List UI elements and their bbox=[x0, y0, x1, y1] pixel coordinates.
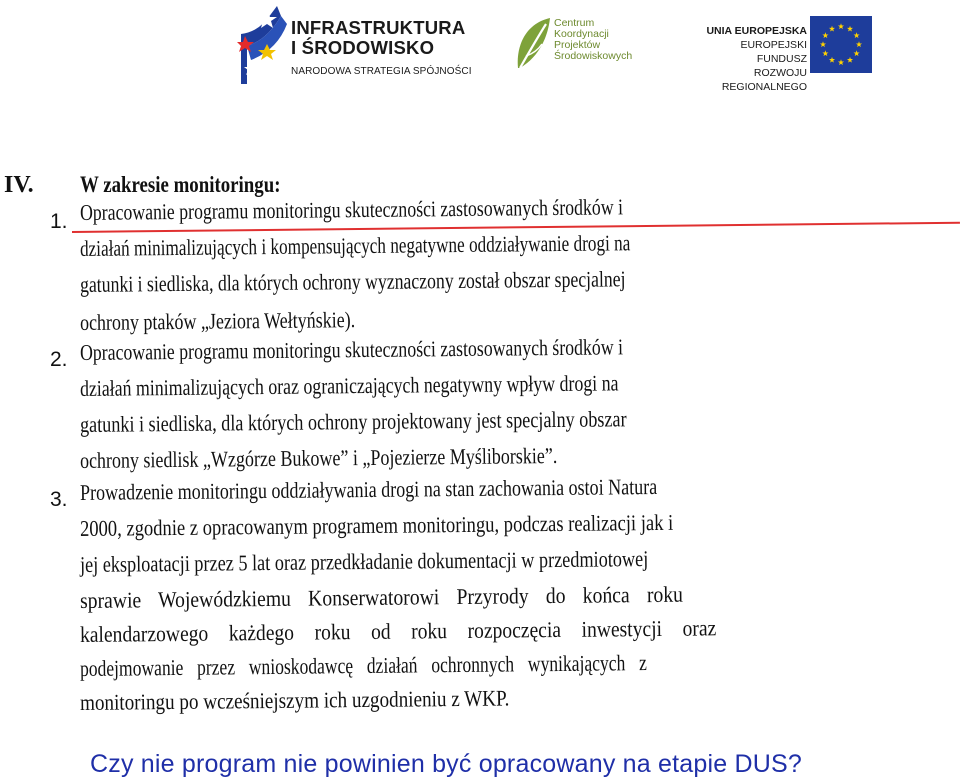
eu-star bbox=[854, 50, 860, 56]
eu-star bbox=[820, 41, 826, 47]
eu-star bbox=[822, 32, 828, 38]
item-2-line-1: Opracowanie programu monitoringu skuteczności zastosowanych środków i bbox=[79, 334, 624, 365]
item-3-line-5: kalendarzowego każdego roku od roku rozpoczęcia inwestycji oraz bbox=[79, 615, 717, 647]
eu-star bbox=[847, 26, 853, 32]
item-1-line-1: Opracowanie programu monitoringu skuteczności zastosowanych środków i bbox=[79, 194, 624, 225]
ckps-line2: Koordynacji bbox=[554, 28, 609, 40]
item-3-line-6: podejmowanie przez wnioskodawcę działań ochronnych wynikających z bbox=[79, 650, 647, 681]
item-2-line-2: działań minimalizujących oraz ograniczających negatywny wpływ drogi na bbox=[79, 370, 619, 401]
infrastruktura-subtitle: NARODOWA STRATEGIA SPÓJNOŚCI bbox=[291, 66, 472, 77]
item-1-line-4: ochrony ptaków „Jeziora Wełtyńskie). bbox=[79, 307, 356, 335]
eu-logo bbox=[692, 16, 872, 93]
eu-star bbox=[847, 57, 853, 63]
eu-star bbox=[854, 32, 860, 38]
eu-line2: EUROPEJSKI FUNDUSZ bbox=[740, 39, 807, 65]
infrastruktura-title-line1: INFRASTRUKTURA bbox=[291, 17, 466, 38]
item-number-3: 3. bbox=[50, 488, 68, 511]
ckps-line1: Centrum bbox=[554, 17, 595, 29]
ckps-text bbox=[554, 18, 632, 62]
eu-line1: UNIA EUROPEJSKA bbox=[706, 25, 807, 37]
logo-bar bbox=[0, 0, 960, 95]
eu-star bbox=[829, 26, 835, 32]
item-2-line-3: gatunki i siedliska, dla których ochrony projektowany jest specjalny obszar bbox=[79, 406, 627, 437]
eu-text bbox=[692, 24, 807, 94]
ckps-line3: Projektów bbox=[554, 39, 601, 51]
eu-star bbox=[838, 23, 844, 29]
item-number-1: 1. bbox=[50, 210, 68, 233]
item-3-line-7: monitoringu po wcześniejszym ich uzgodnieniu z WKP. bbox=[79, 685, 510, 715]
eu-star bbox=[856, 41, 862, 47]
infrastruktura-title bbox=[291, 18, 465, 58]
infrastruktura-emblem-icon bbox=[237, 4, 291, 86]
infrastruktura-title-line2: I ŚRODOWISKO bbox=[291, 37, 435, 58]
question-text: Czy nie program nie powinien być opracowany na etapie DUS? bbox=[90, 750, 802, 778]
item-3-line-4: sprawie Wojewódzkiemu Konserwatorowi Przyrody do końca roku bbox=[79, 581, 684, 613]
item-3-line-2: 2000, zgodnie z opracowanym programem monitoringu, podczas realizacji jak i bbox=[79, 509, 674, 541]
ckps-line4: Środowiskowych bbox=[554, 50, 633, 62]
eu-flag-icon bbox=[810, 16, 872, 73]
ckps-leaf-icon bbox=[514, 14, 554, 72]
item-1-line-2: działań minimalizujących i kompensujących negatywne oddziaływanie drogi na bbox=[79, 230, 631, 261]
item-3-line-1: Prowadzenie monitoringu oddziaływania drogi na stan zachowania ostoi Natura bbox=[79, 473, 658, 505]
section-number: IV. bbox=[4, 172, 34, 198]
infrastruktura-logo bbox=[237, 4, 472, 86]
item-3-line-3: jej eksploatacji przez 5 lat oraz przedkładanie dokumentacji w przedmiotowej bbox=[79, 546, 649, 577]
ckps-logo bbox=[514, 14, 644, 74]
eu-star bbox=[838, 59, 844, 65]
item-1-line-3: gatunki i siedliska, dla których ochrony wyznaczony został obszar specjalnej bbox=[79, 266, 626, 297]
item-number-2: 2. bbox=[50, 348, 68, 371]
item-2-line-4: ochrony siedlisk „Wzgórze Bukowe” i „Pojezierze Myśliborskie”. bbox=[79, 443, 558, 473]
eu-star bbox=[822, 50, 828, 56]
eu-star bbox=[829, 57, 835, 63]
section-heading: W zakresie monitoringu: bbox=[80, 172, 281, 197]
eu-line3: ROZWOJU REGIONALNEGO bbox=[721, 67, 807, 93]
